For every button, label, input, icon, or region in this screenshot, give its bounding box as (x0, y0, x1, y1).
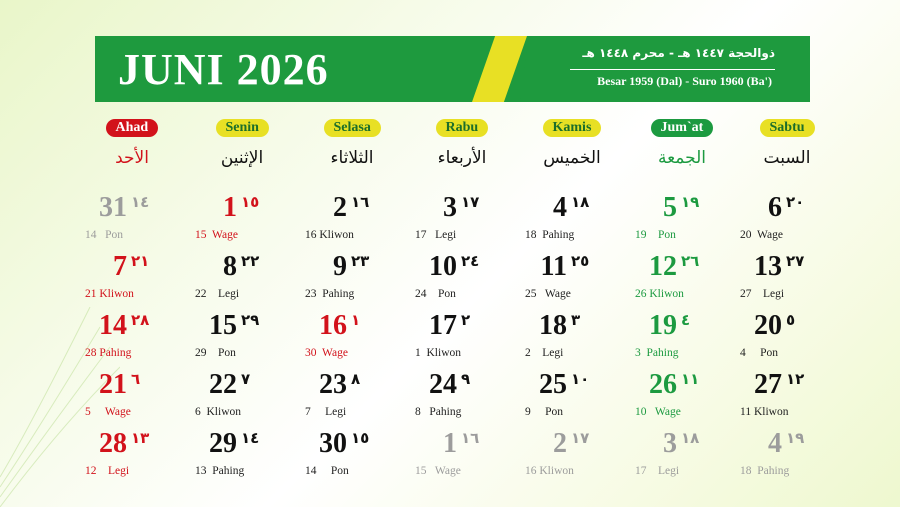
day-number: 22 (209, 369, 237, 400)
hijri-day-number: ٢٢ (241, 252, 260, 270)
day-number: 8 (223, 251, 237, 282)
day-header-selasa: Selasa (324, 119, 381, 137)
day-number: 3 (443, 192, 457, 223)
calendar-day-cell[interactable] (85, 429, 195, 487)
day-number: 21 (99, 369, 127, 400)
pasaran-label: 10 Wage (635, 406, 681, 418)
pasaran-label: 17 Legi (635, 465, 680, 477)
pasaran-label: 7 Legi (305, 406, 347, 418)
pasaran-label: 4 Pon (740, 347, 779, 359)
day-number: 11 (540, 251, 567, 282)
javanese-month-range: Besar 1959 (Dal) - Suro 1960 (Ba') (597, 74, 772, 88)
calendar-day-cell[interactable] (525, 370, 635, 428)
pasaran-label: 22 Legi (195, 288, 240, 300)
day-number: 4 (768, 428, 782, 459)
calendar-day-cell[interactable] (305, 429, 415, 487)
hijri-day-number: ١٤ (241, 429, 260, 447)
pasaran-label: 17 Legi (415, 229, 457, 241)
hijri-day-number: ٤ (681, 311, 691, 329)
calendar-day-cell[interactable] (740, 370, 850, 428)
day-number: 20 (754, 310, 782, 341)
day-number: 10 (429, 251, 457, 282)
pasaran-label: 16 Kliwon (305, 229, 354, 241)
hijri-day-number: ٢٠ (786, 193, 805, 211)
day-number: 26 (649, 369, 677, 400)
pasaran-label: 16 Kliwon (525, 465, 574, 477)
day-number: 31 (99, 192, 127, 223)
calendar-day-cell[interactable] (85, 193, 195, 251)
hijri-day-number: ٢٣ (351, 252, 370, 270)
hijri-day-number: ٢٦ (681, 252, 700, 270)
hijri-day-number: ٢٧ (786, 252, 805, 270)
hijri-month-range: ذوالحجة ١٤٤٧ هـ - محرم ١٤٤٨ هـ (582, 46, 775, 60)
calendar-day-cell[interactable] (525, 429, 635, 487)
pasaran-label: 8 Pahing (415, 406, 462, 418)
day-number: 6 (768, 192, 782, 223)
day-arabic-name: الأربعاء (437, 148, 487, 168)
calendar-day-cell[interactable] (305, 193, 415, 251)
day-number: 7 (113, 251, 127, 282)
calendar-day-cell[interactable] (195, 252, 305, 310)
pasaran-label: 18 Pahing (525, 229, 575, 241)
pasaran-label: 24 Pon (415, 288, 456, 300)
hijri-day-number: ١٧ (461, 193, 480, 211)
day-number: 25 (539, 369, 567, 400)
day-number: 3 (663, 428, 677, 459)
pasaran-label: 21 Kliwon (85, 288, 134, 300)
hijri-day-number: ٥ (786, 311, 796, 329)
header-divider (570, 69, 775, 70)
day-number: 18 (539, 310, 567, 341)
hijri-day-number: ١٦ (461, 429, 480, 447)
calendar-day-cell[interactable] (635, 429, 745, 487)
day-number: 1 (223, 192, 237, 223)
calendar-day-cell[interactable] (635, 252, 745, 310)
day-number: 13 (754, 251, 782, 282)
calendar-day-cell[interactable] (195, 193, 305, 251)
day-number: 1 (443, 428, 457, 459)
hijri-day-number: ١٩ (681, 193, 700, 211)
hijri-day-number: ١٧ (571, 429, 590, 447)
pasaran-label: 19 Pon (635, 229, 676, 241)
day-number: 5 (663, 192, 677, 223)
calendar-day-cell[interactable] (740, 311, 850, 369)
calendar-day-cell[interactable] (195, 370, 305, 428)
day-number: 16 (319, 310, 347, 341)
pasaran-label: 14 Pon (85, 229, 124, 241)
pasaran-label: 15 Wage (415, 465, 461, 477)
hijri-day-number: ١٠ (571, 370, 590, 388)
calendar-day-cell[interactable] (305, 311, 415, 369)
calendar-day-cell[interactable] (305, 252, 415, 310)
calendar-day-cell[interactable] (85, 311, 195, 369)
calendar-day-cell[interactable] (85, 370, 195, 428)
pasaran-label: 30 Wage (305, 347, 348, 359)
pasaran-label: 25 Wage (525, 288, 571, 300)
calendar-day-cell[interactable] (415, 370, 525, 428)
hijri-day-number: ١٨ (681, 429, 700, 447)
day-header-jumat: Jum`at (651, 119, 714, 137)
pasaran-label: 6 Kliwon (195, 406, 241, 418)
day-number: 29 (209, 428, 237, 459)
calendar-day-cell[interactable] (305, 370, 415, 428)
hijri-day-number: ١٥ (241, 193, 260, 211)
day-number: 30 (319, 428, 347, 459)
day-number: 27 (754, 369, 782, 400)
day-header-senin: Senin (216, 119, 269, 137)
calendar-day-cell[interactable] (525, 252, 635, 310)
hijri-day-number: ١٣ (131, 429, 150, 447)
calendar-day-cell[interactable] (415, 311, 525, 369)
day-arabic-name: الجمعة (657, 148, 707, 168)
day-number: 17 (429, 310, 457, 341)
calendar-day-cell[interactable] (415, 429, 525, 487)
pasaran-label: 18 Pahing (740, 465, 790, 477)
calendar-day-cell[interactable] (740, 193, 850, 251)
hijri-day-number: ١٨ (571, 193, 590, 211)
calendar-day-cell[interactable] (740, 252, 850, 310)
calendar-day-cell[interactable] (415, 193, 525, 251)
hijri-day-number: ٢٤ (461, 252, 480, 270)
pasaran-label: 11 Kliwon (740, 406, 789, 418)
day-arabic-name: الإثنين (220, 148, 264, 168)
day-number: 19 (649, 310, 677, 341)
hijri-day-number: ١٩ (786, 429, 805, 447)
pasaran-label: 3 Pahing (635, 347, 679, 359)
pasaran-label: 12 Legi (85, 465, 130, 477)
day-number: 15 (209, 310, 237, 341)
hijri-day-number: ١٤ (131, 193, 150, 211)
hijri-day-number: ٨ (351, 370, 361, 388)
pasaran-label: 23 Pahing (305, 288, 355, 300)
calendar-day-cell[interactable] (525, 193, 635, 251)
calendar-day-cell[interactable] (195, 429, 305, 487)
month-title: JUNI 2026 (118, 45, 329, 94)
day-number: 2 (333, 192, 347, 223)
day-header-ahad: Ahad (106, 119, 159, 137)
calendar-day-cell[interactable] (635, 311, 745, 369)
pasaran-label: 1 Kliwon (415, 347, 461, 359)
pasaran-label: 2 Legi (525, 347, 564, 359)
pasaran-label: 27 Legi (740, 288, 785, 300)
hijri-day-number: ٢٩ (241, 311, 260, 329)
day-number: 2 (553, 428, 567, 459)
hijri-day-number: ٦ (131, 370, 141, 388)
hijri-day-number: ٢٨ (131, 311, 150, 329)
hijri-day-number: ١٢ (786, 370, 805, 388)
day-number: 23 (319, 369, 347, 400)
hijri-day-number: ٢ (461, 311, 471, 329)
calendar-day-cell[interactable] (195, 311, 305, 369)
day-header-kamis: Kamis (543, 119, 602, 137)
day-header-rabu: Rabu (436, 119, 489, 137)
pasaran-label: 26 Kliwon (635, 288, 684, 300)
hijri-day-number: ٧ (241, 370, 251, 388)
calendar-day-cell[interactable] (415, 252, 525, 310)
hijri-day-number: ١٦ (351, 193, 370, 211)
day-number: 28 (99, 428, 127, 459)
calendar-day-cell[interactable] (635, 193, 745, 251)
day-number: 12 (649, 251, 677, 282)
day-number: 4 (553, 192, 567, 223)
hijri-day-number: ٣ (571, 311, 581, 329)
pasaran-label: 14 Pon (305, 465, 349, 477)
pasaran-label: 13 Pahing (195, 465, 245, 477)
pasaran-label: 28 Pahing (85, 347, 132, 359)
hijri-day-number: ١١ (681, 370, 700, 388)
calendar-day-cell[interactable] (740, 429, 850, 487)
pasaran-label: 15 Wage (195, 229, 238, 241)
day-arabic-name: الخميس (543, 148, 601, 168)
calendar-day-cell[interactable] (635, 370, 745, 428)
day-number: 9 (333, 251, 347, 282)
pasaran-label: 9 Pon (525, 406, 564, 418)
pasaran-label: 29 Pon (195, 347, 236, 359)
hijri-day-number: ٢١ (131, 252, 150, 270)
day-header-sabtu: Sabtu (760, 119, 815, 137)
hijri-day-number: ٢٥ (571, 252, 590, 270)
day-arabic-name: الأحد (115, 148, 149, 168)
day-number: 24 (429, 369, 457, 400)
calendar-day-cell[interactable] (85, 252, 195, 310)
hijri-day-number: ١٥ (351, 429, 370, 447)
pasaran-label: 5 Wage (85, 406, 131, 418)
hijri-day-number: ٩ (461, 370, 471, 388)
hijri-day-number: ١ (351, 311, 361, 329)
pasaran-label: 20 Wage (740, 229, 783, 241)
day-arabic-name: الثلاثاء (330, 148, 374, 168)
calendar-day-cell[interactable] (525, 311, 635, 369)
day-number: 14 (99, 310, 127, 341)
day-arabic-name: السبت (763, 148, 811, 168)
